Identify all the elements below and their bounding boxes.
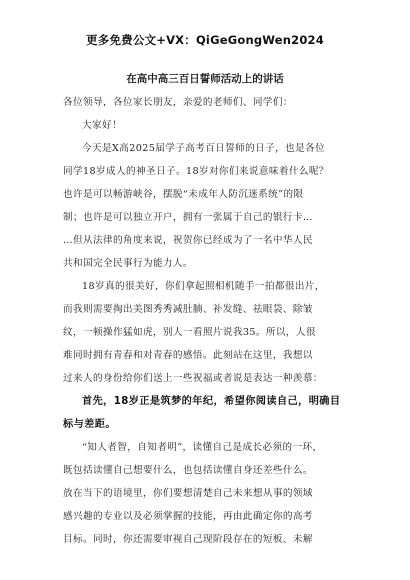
paragraph-line: 大家好！ <box>82 120 122 131</box>
paragraph-line: 而我则需要掏出美图秀秀减肚腩、补发缝、祛眼袋、除皱 <box>63 304 313 315</box>
paragraph-line: 各位领导，各位家长朋友，亲爱的老师们、同学们： <box>63 97 293 108</box>
bold-paragraph-line: 标与差距。 <box>63 419 116 430</box>
watermark-header: 更多免费公文+VX：QiGeGongWen2024 <box>86 33 324 47</box>
paragraph-line: 放在当下的语境里，你们要想清楚自己未来想从事的领域 <box>63 488 313 499</box>
paragraph-line: 共和国完全民事行为能力人。 <box>63 258 193 269</box>
bold-paragraph-line: 首先，18岁正是筑梦的年纪，希望你阅读自己，明确目 <box>82 396 341 407</box>
paragraph-line: 既包括读懂自己想要什么，也包括读懂自身还差些什么。 <box>63 465 313 476</box>
paragraph-line: “知人者智，自知者明”，读懂自己是成长必须的一环， <box>82 442 323 453</box>
paragraph-line: 难同时拥有青春和对青春的感悟。此刻站在这里，我想以 <box>63 350 313 361</box>
paragraph-line: 感兴趣的专业以及必须掌握的技能，再由此确定你的高考 <box>63 511 313 522</box>
paragraph-line: 纹，一顿操作猛如虎，别人一看照片说我35。所以，人很 <box>63 327 316 338</box>
paragraph-line: 过来人的身份给你们送上一些祝福或者说是表达一种羡慕： <box>63 373 323 384</box>
document-title: 在高中高三百日誓师活动上的讲话 <box>126 73 284 85</box>
paragraph-line: 今天是X高2025届学子高考百日誓师的日子，也是各位 <box>82 143 326 154</box>
paragraph-line: …但从法律的角度来说，祝贺你已经成为了一名中华人民 <box>63 235 313 246</box>
paragraph-line: 目标。同时，你还需要审视自己现阶段存在的短板、未解 <box>63 534 313 545</box>
document-body <box>63 91 355 551</box>
paragraph-line: 18岁真的很美好，你们拿起照相机随手一拍都很出片， <box>82 281 325 292</box>
paragraph-line: 制；也许是可以独立开户，拥有一张属于自己的银行卡… <box>63 212 313 223</box>
paragraph-line: 也许是可以畅游峡谷，摆脱“未成年人防沉迷系统”的限 <box>63 189 304 200</box>
paragraph-line: 同学18岁成人的神圣日子。18岁对你们来说意味着什么呢？ <box>63 166 329 177</box>
